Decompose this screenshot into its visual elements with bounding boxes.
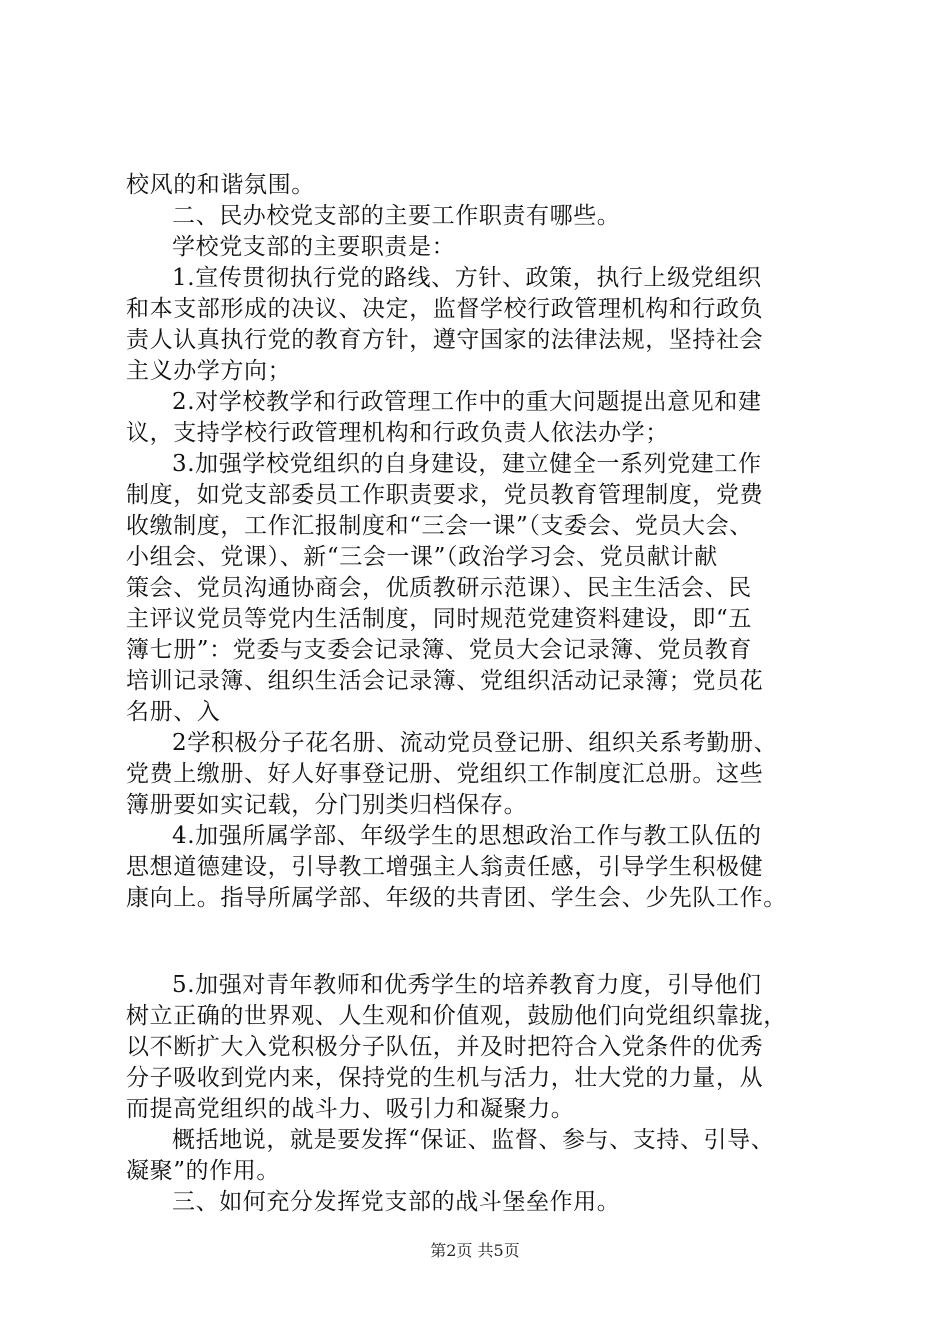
text-line: 树立正确的世界观、人生观和价值观，鼓励他们向党组织靠拢，	[126, 1003, 787, 1029]
text-line: 思想道德建设，引导教工增强主人翁责任感，引导学生积极健	[126, 854, 764, 880]
text-line: 2.对学校教学和行政管理工作中的重大问题提出意见和建	[172, 389, 762, 415]
text-line: 三、如何充分发挥党支部的战斗堡垒作用。	[172, 1189, 621, 1215]
text-line: 而提高党组织的战斗力、吸引力和凝聚力。	[126, 1096, 575, 1122]
text-line: 簿册要如实记载，分门别类归档保存。	[126, 792, 528, 818]
text-line: 凝聚”的作用。	[126, 1158, 280, 1184]
text-line: 4.加强所属学部、年级学生的思想政治工作与教工队伍的	[172, 823, 762, 849]
text-line: 主评议党员等党内生活制度，同时规范党建资料建设，即“五	[126, 606, 752, 632]
paragraph	[126, 201, 832, 232]
text-line: 制度，如党支部委员工作职责要求，党员教育管理制度，党费	[126, 482, 764, 508]
text-line: 簿七册”：党委与支委会记录簿、党员大会记录簿、党员教育	[126, 637, 752, 663]
text-line: 培训记录簿、组织生活会记录簿、党组织活动记录簿；党员花	[126, 668, 764, 694]
paragraph	[126, 387, 832, 449]
text-line: 二、民办校党支部的主要工作职责有哪些。	[172, 203, 621, 229]
text-line: 和本支部形成的决议、决定，监督学校行政管理机构和行政负	[126, 296, 764, 322]
text-line: 议，支持学校行政管理机构和行政负责人依法办学；	[126, 420, 669, 446]
text-line: 责人认真执行党的教育方针，遵守国家的法律法规，坚持社会	[126, 327, 764, 353]
text-line: 概括地说，就是要发挥“保证、监督、参与、支持、引导、	[172, 1127, 775, 1153]
paragraph	[126, 821, 832, 914]
document-body	[126, 170, 832, 1218]
text-line: 分子吸收到党内来，保持党的生机与活力，壮大党的力量，从	[126, 1065, 764, 1091]
text-line: 2学积极分子花名册、流动党员登记册、组织关系考勤册、	[172, 730, 778, 756]
text-line: 校风的和谐氛围。	[126, 172, 315, 198]
paragraph	[126, 232, 832, 263]
paragraph	[126, 728, 832, 821]
paragraph	[126, 449, 832, 728]
text-line: 学校党支部的主要职责是：	[172, 234, 456, 260]
text-line: 1.宣传贯彻执行党的路线、方针、政策，执行上级党组织	[172, 265, 762, 291]
text-line: 名册、入	[126, 699, 221, 725]
paragraph	[126, 170, 832, 201]
paragraph	[126, 1125, 832, 1187]
text-line: 3.加强学校党组织的自身建设，建立健全一系列党建工作	[172, 451, 762, 477]
text-line: 小组会、党课）、新“三会一课”（政治学习会、党员献计献	[126, 544, 718, 570]
paragraph-gap	[126, 914, 832, 970]
paragraph	[126, 263, 832, 387]
page-footer: 第2页 共5页	[430, 1241, 520, 1260]
text-line: 收缴制度，工作汇报制度和“三会一课”（支委会、党员大会、	[126, 513, 753, 539]
text-line: 5.加强对青年教师和优秀学生的培养教育力度，引导他们	[172, 972, 762, 998]
text-line: 主义办学方向；	[126, 358, 292, 384]
text-line: 以不断扩大入党积极分子队伍，并及时把符合入党条件的优秀	[126, 1034, 764, 1060]
paragraph	[126, 1187, 832, 1218]
text-line: 党费上缴册、好人好事登记册、党组织工作制度汇总册。这些	[126, 761, 764, 787]
text-line: 康向上。指导所属学部、年级的共青团、学生会、少先队工作。	[126, 885, 787, 911]
paragraph	[126, 970, 832, 1125]
text-line: 策会、党员沟通协商会，优质教研示范课）、民主生活会、民	[126, 575, 752, 601]
